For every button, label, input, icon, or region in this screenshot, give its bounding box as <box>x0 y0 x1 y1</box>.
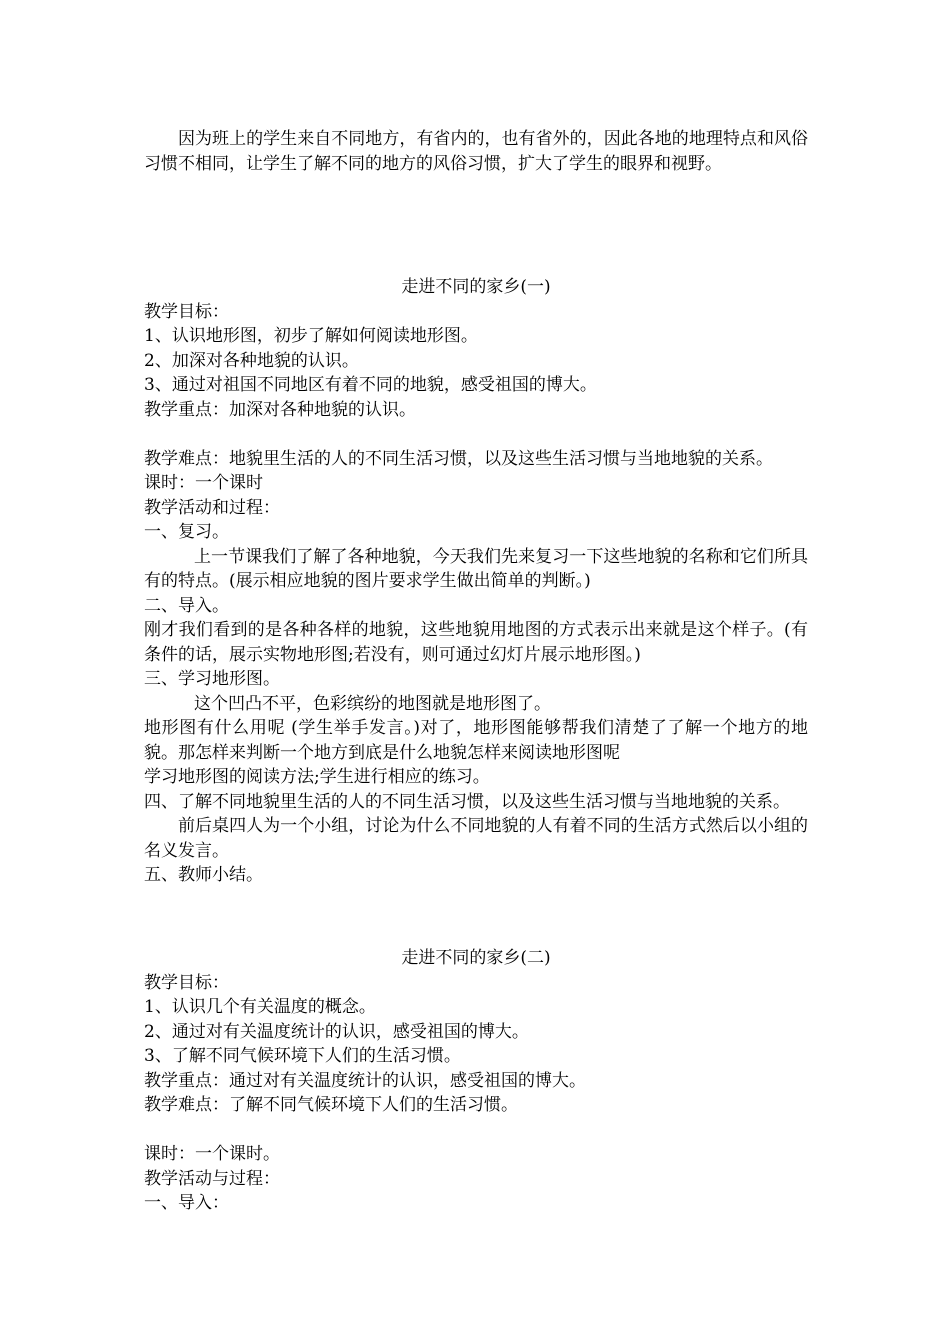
lesson-one-step-4-title: 四、了解不同地貌里生活的人的不同生活习惯，以及这些生活习惯与当地地貌的关系。 <box>144 791 790 812</box>
blank-line <box>144 422 808 447</box>
lesson-two-difficulty: 教学难点：了解不同气候环境下人们的生活习惯。 <box>144 1095 518 1115</box>
lesson-two-process-label: 教学活动与过程： <box>144 1168 280 1189</box>
lesson-one-key-point: 教学重点：加深对各种地貌的认识。 <box>144 399 416 420</box>
lesson-one-step-5-title: 五、教师小结。 <box>144 865 263 885</box>
lesson-one-goals-label: 教学目标： <box>144 301 229 322</box>
lesson-two-title: 走进不同的家乡(二) <box>401 948 551 968</box>
lesson-two-step-1-title: 一、导入： <box>144 1193 229 1213</box>
lesson-one-duration: 课时：一个课时 <box>144 473 263 493</box>
lesson-one-goal-3: 3、通过对祖国不同地区有着不同的地貌，感受祖国的博大。 <box>144 375 597 395</box>
lesson-one-step-3-text-1: 这个凹凸不平，色彩缤纷的地图就是地形图了。 <box>194 693 551 714</box>
lesson-one-step-3-title: 三、学习地形图。 <box>144 669 280 689</box>
intro-paragraph: 因为班上的学生来自不同地方，有省内的，也有省外的，因此各地的地理特点和风俗习惯不相同，让学生了解不同的地方的风俗习惯，扩大了学生的眼界和视野。 <box>144 129 808 174</box>
lesson-one-section <box>144 275 808 888</box>
lesson-two-goal-2: 2、通过对有关温度统计的认识，感受祖国的博大。 <box>144 1021 529 1042</box>
lesson-one-step-4-text: 前后桌四人为一个小组，讨论为什么不同地貌的人有着不同的生活方式然后以小组的名义发言。 <box>144 816 808 861</box>
lesson-two-goal-3: 3、了解不同气候环境下人们的生活习惯。 <box>144 1046 461 1066</box>
lesson-one-difficulty: 教学难点：地貌里生活的人的不同生活习惯，以及这些生活习惯与当地地貌的关系。 <box>144 448 773 469</box>
lesson-one-step-1-title: 一、复习。 <box>144 522 229 542</box>
lesson-one-goal-2: 2、加深对各种地貌的认识。 <box>144 350 359 371</box>
lesson-one-step-1-text: 上一节课我们了解了各种地貌，今天我们先来复习一下这些地貌的名称和它们所具有的特点。(展示相应地貌的图片要求学生做出简单的判断。) <box>144 546 808 591</box>
lesson-one-process-label: 教学活动和过程： <box>144 497 280 518</box>
lesson-one-step-2-title: 二、导入。 <box>144 595 229 616</box>
lesson-one-step-2-text: 刚才我们看到的是各种各样的地貌，这些地貌用地图的方式表示出来就是这个样子。(有条件的话，展示实物地形图;若没有，则可通过幻灯片展示地形图。) <box>144 620 808 665</box>
lesson-one-goal-1: 1、认识地形图，初步了解如何阅读地形图。 <box>144 326 478 346</box>
lesson-two-goal-1: 1、认识几个有关温度的概念。 <box>144 997 376 1017</box>
lesson-one-step-3-text-3: 学习地形图的阅读方法;学生进行相应的练习。 <box>144 767 490 787</box>
lesson-two-key-point: 教学重点：通过对有关温度统计的认识，感受祖国的博大。 <box>144 1070 586 1091</box>
lesson-two-section <box>144 946 808 1216</box>
lesson-one-step-3-text-2: 地形图有什么用呢 (学生举手发言。)对了，地形图能够帮我们清楚了了解一个地方的地貌。那怎样来判断一个地方到底是什么地貌怎样来阅读地形图呢 <box>144 718 808 763</box>
lesson-two-duration: 课时：一个课时。 <box>144 1144 280 1164</box>
blank-line <box>144 1118 808 1143</box>
lesson-two-goals-label: 教学目标： <box>144 972 229 993</box>
lesson-one-title: 走进不同的家乡(一) <box>401 277 551 297</box>
